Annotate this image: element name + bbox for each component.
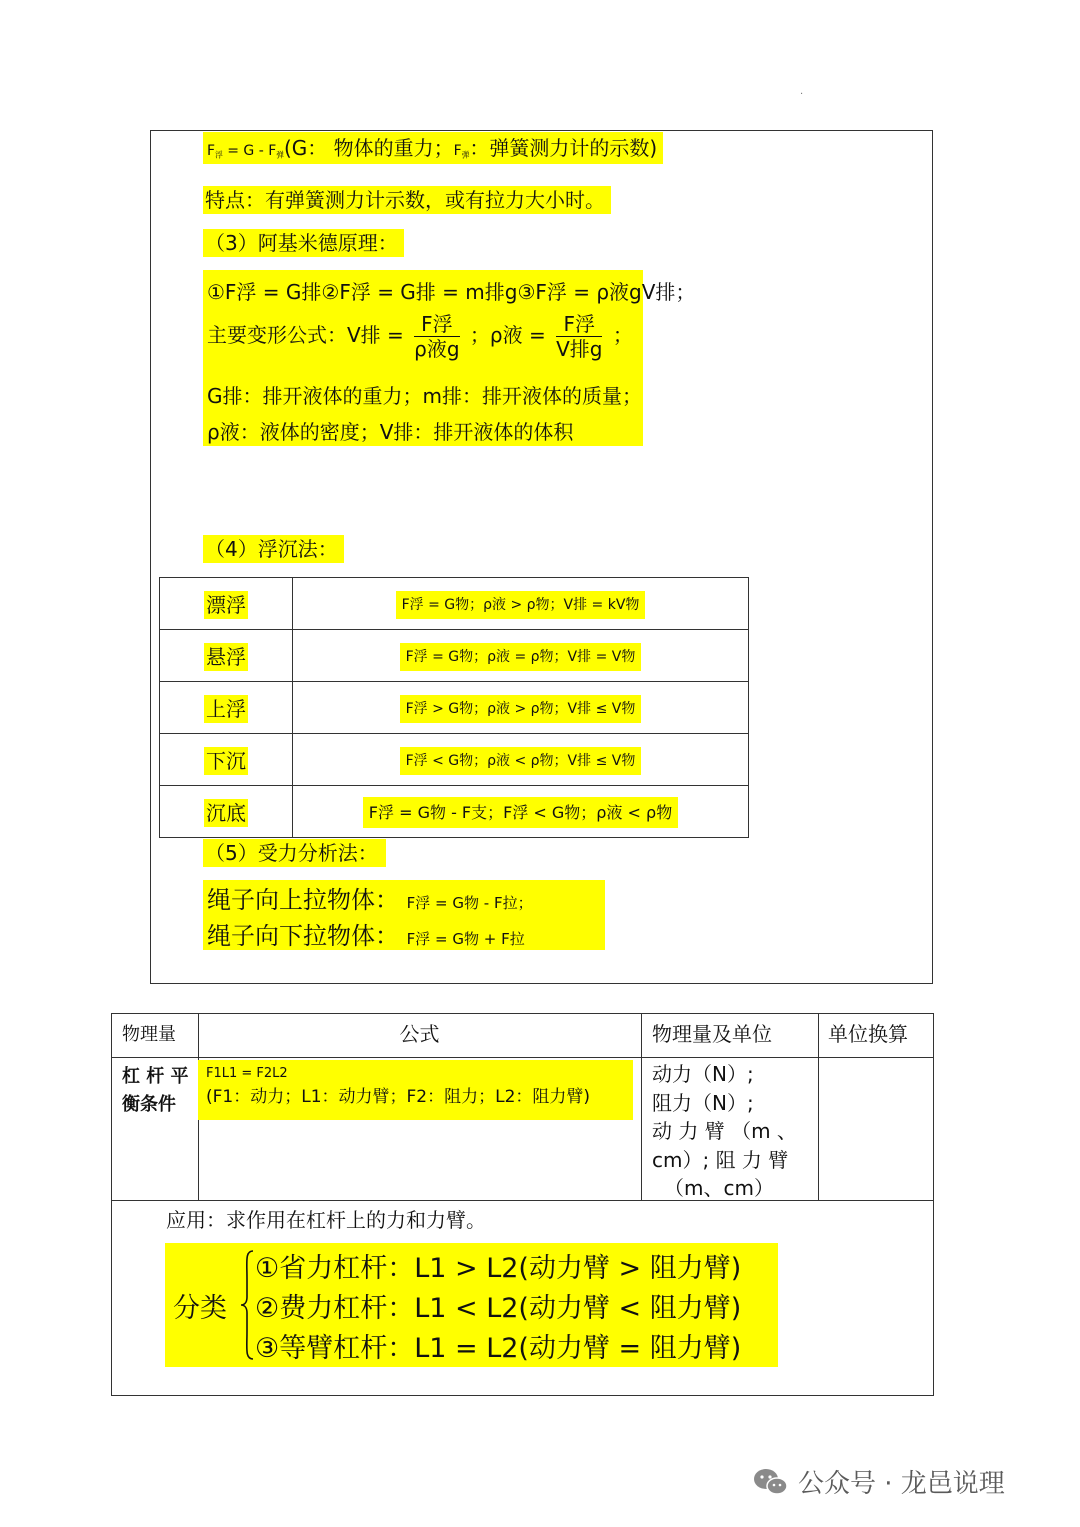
- table-row: [160, 682, 749, 734]
- archimedes-title: （3）阿基米德原理：: [203, 229, 404, 257]
- archimedes-formula-line: ①F浮 = G排②F浮 = G排 = m排g③F浮 = ρ液gV排；: [207, 280, 696, 304]
- weighing-formula: $F_浮 = G - F_弹(G$： 物体的重力；$F_弹$：弹簧测力计的示数): [203, 132, 663, 164]
- application-text: 应用：求作用在杠杆上的力和力臂。: [166, 1208, 486, 1232]
- table-row: [160, 734, 749, 786]
- state-condition: F浮 = G物 - F支；F浮 < G物；ρ液 < ρ物: [363, 797, 678, 828]
- header-quantity: 物理量: [122, 1024, 176, 1045]
- derived-formula-line: 主要变形公式：V排 = $\frac{\text{F浮}}{\text{ρ液g}}$ ；ρ液 = $\frac{\text{F浮}}{\text{V排g}}$ ；: [207, 312, 633, 361]
- table-row: [160, 630, 749, 682]
- lever-class-item: ①省力杠杆：L1 > L2(动力臂 > 阻力臂): [255, 1253, 742, 1284]
- column-divider: [641, 1014, 642, 1200]
- rope-up-line: 绳子向上拉物体： F浮 = G物 - F拉；: [207, 886, 533, 914]
- lever-definitions: (F1：动力；L1：动力臂；F2：阻力；L2：阻力臂): [206, 1087, 591, 1107]
- watermark-text: 公众号 · 龙邑说理: [798, 1469, 1005, 1499]
- lever-balance-formula: [198, 1060, 633, 1120]
- state-name: 沉底: [206, 801, 246, 825]
- units-list: 动力（N）; 阻力（N）; 动 力 臂 （m 、 cm）; 阻 力 臂 （m、cm）: [652, 1062, 797, 1200]
- wechat-icon: [752, 1467, 790, 1497]
- header-conversion: 单位换算: [828, 1022, 908, 1046]
- state-name: 漂浮: [206, 593, 246, 617]
- state-name: 悬浮: [206, 645, 246, 669]
- classification-label: 分类: [173, 1293, 227, 1324]
- page-dot: .: [800, 86, 804, 97]
- column-divider: [818, 1014, 819, 1200]
- derived-formula-prefix: 主要变形公式：V排 =: [207, 323, 404, 347]
- symbol-definition-line: G排：排开液体的重力；m排：排开液体的质量；: [207, 384, 642, 408]
- lever-table: [111, 1013, 934, 1396]
- header-units: 物理量及单位: [652, 1022, 772, 1046]
- sink-float-table: [159, 577, 749, 838]
- table-row: [160, 786, 749, 838]
- fraction-volume: $\frac{\text{F浮}}{\text{ρ液g}}$: [414, 312, 460, 361]
- curly-brace-icon: [240, 1249, 254, 1361]
- state-condition: F浮 = G物；ρ液 > ρ物；V排 = kV物: [396, 591, 646, 619]
- feature-text: 特点：有弹簧测力计示数，或有拉力大小时。: [203, 186, 611, 214]
- row-title: 杠 杆 平 衡条件: [122, 1066, 189, 1115]
- state-condition: F浮 < G物；ρ液 < ρ物；V排 ≤ V物: [400, 747, 642, 775]
- fraction-density: $\frac{\text{F浮}}{\text{V排g}}$: [556, 312, 603, 361]
- table-row: [160, 578, 749, 630]
- row-divider: [112, 1057, 933, 1058]
- force-analysis-block: [203, 880, 605, 950]
- lever-class-item: ③等臂杠杆：L1 = L2(动力臂 = 阻力臂): [255, 1333, 742, 1364]
- rope-down-line: 绳子向下拉物体： F浮 = G物 + F拉: [207, 922, 525, 950]
- state-condition: F浮 = G物；ρ液 = ρ物；V排 = V物: [400, 643, 642, 671]
- symbol-definition-line-2: ρ液：液体的密度；V排：排开液体的体积: [207, 420, 574, 444]
- sink-float-title: （4）浮沉法：: [203, 535, 344, 563]
- force-analysis-title: （5）受力分析法：: [203, 839, 386, 867]
- lever-classification: [165, 1243, 778, 1367]
- header-formula: 公式: [399, 1022, 440, 1046]
- derived-formula-mid: ；ρ液 =: [469, 323, 546, 347]
- archimedes-formula-block: [203, 270, 696, 446]
- state-name: 下沉: [206, 749, 246, 773]
- state-name: 上浮: [206, 697, 246, 721]
- state-condition: F浮 > G物；ρ液 > ρ物；V排 ≤ V物: [400, 695, 642, 723]
- lever-equation: F1L1 = F2L2: [206, 1066, 288, 1081]
- lever-class-item: ②费力杠杆：L1 < L2(动力臂 < 阻力臂): [255, 1293, 742, 1324]
